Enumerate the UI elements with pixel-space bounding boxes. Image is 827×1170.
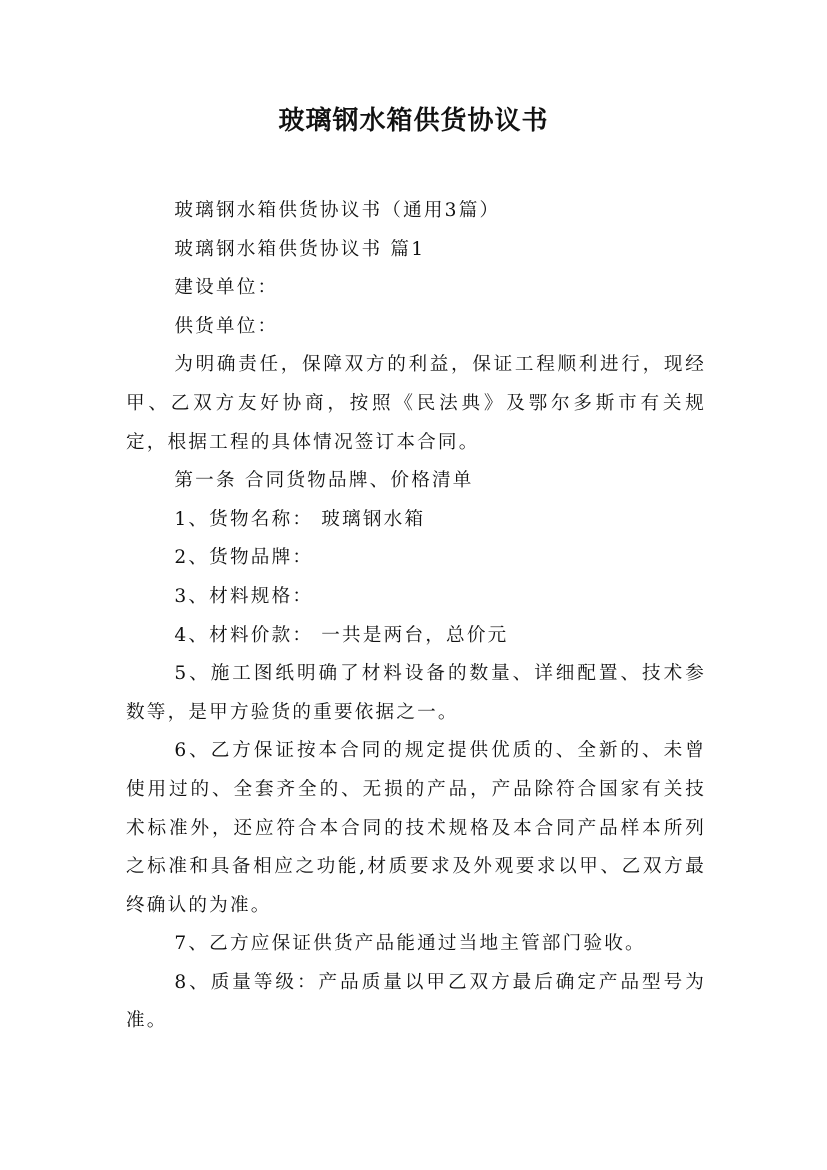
paragraph-section-heading: 玻璃钢水箱供货协议书 篇1: [174, 238, 426, 260]
paragraph-construction-unit: 建设单位：: [174, 277, 279, 299]
paragraph-item-4: 4、材料价款： 一共是两台，总价元: [174, 624, 509, 646]
paragraph-item-1: 1、货物名称： 玻璃钢水箱: [174, 508, 426, 530]
paragraph-preamble: 为明确责任，保障双方的利益，保证工程顺利进行，现经甲、乙双方友好协商，按照《民法典》及鄂尔多斯市有关规定，根据工程的具体情况签订本合同。: [126, 354, 706, 453]
paragraph-item-6: 6、乙方保证按本合同的规定提供优质的、全新的、未曾使用过的、全套齐全的、无损的产品，产品除符合国家有关技术标准外，还应符合本合同的技术规格及本合同产品样本所列之标准和具备相应之功能,材质要求及外观要求以甲、乙双方最终确认的为准。: [126, 740, 706, 916]
paragraph-subtitle: 玻璃钢水箱供货协议书（通用3篇）: [174, 200, 501, 221]
document-title: 玻璃钢水箱供货协议书: [278, 106, 549, 136]
paragraph-item-8: 8、质量等级：产品质量以甲乙双方最后确定产品型号为准。: [126, 971, 706, 1032]
paragraph-article-one: 第一条 合同货物品牌、价格清单: [174, 470, 474, 492]
document-body: [126, 192, 706, 1041]
paragraph-item-7: 7、乙方应保证供货产品能通过当地主管部门验收。: [174, 933, 646, 955]
paragraph-item-2: 2、货物品牌：: [174, 547, 314, 569]
paragraph-item-5: 5、施工图纸明确了材料设备的数量、详细配置、技术参数等，是甲方验货的重要依据之一。: [126, 663, 706, 723]
paragraph-supplier-unit: 供货单位：: [174, 315, 279, 337]
paragraph-item-3: 3、材料规格：: [174, 585, 314, 607]
